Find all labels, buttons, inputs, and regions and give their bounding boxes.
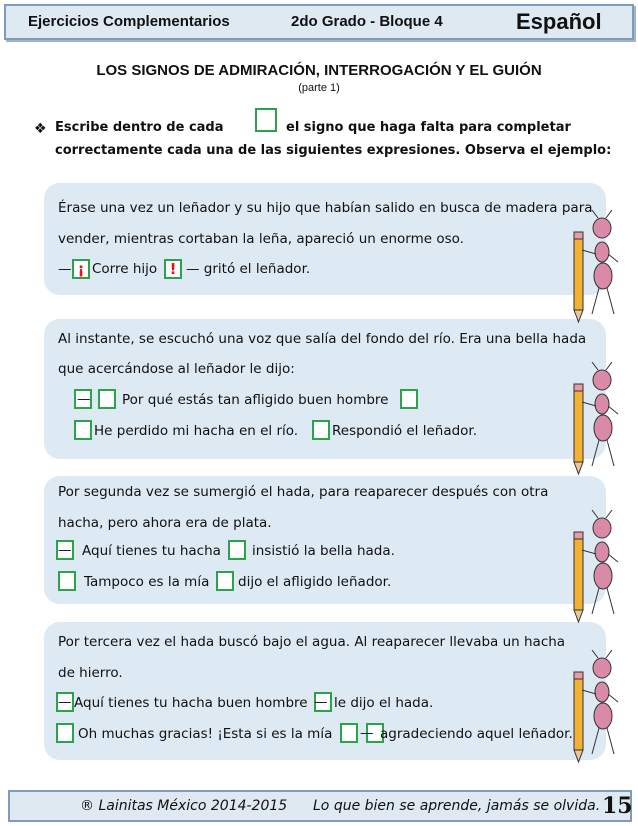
panel-1-dash: — <box>58 261 72 277</box>
exercise-panel-4 <box>44 622 606 760</box>
dash-glyph: — <box>360 725 374 741</box>
instruction-line-2: correctamente cada una de las siguientes expresiones. Observa el ejemplo: <box>55 143 612 158</box>
dash-glyph: — <box>314 694 328 710</box>
panel-2-row-2a: He perdido mi hacha en el río. <box>94 423 299 439</box>
exercise-panel-1 <box>44 183 606 295</box>
panel-3-row-1a: Aquí tienes tu hacha <box>82 543 221 559</box>
exercise-panel-2 <box>44 319 606 459</box>
ant-with-pencil-illustration <box>570 510 622 630</box>
panel-2-line-2: que acercándose al leñador le dijo: <box>58 361 295 377</box>
header-subject: Español <box>516 9 602 34</box>
answer-box[interactable] <box>400 389 418 409</box>
example-open-sign-box: ¡ <box>72 259 90 279</box>
answer-box[interactable] <box>98 389 116 409</box>
dash-glyph: — <box>77 391 91 407</box>
page-subtitle: (parte 1) <box>298 82 340 94</box>
footer-copyright: ® Lainitas México 2014-2015 <box>80 798 288 814</box>
dash-glyph: — <box>58 542 72 558</box>
panel-3-line-1: Por segunda vez se sumergió el hada, para reaparecer después con otra <box>58 484 549 500</box>
instruction-part-b: el signo que haga falta para completar <box>286 120 571 135</box>
exercise-panel-3 <box>44 476 606 604</box>
answer-box[interactable] <box>340 723 358 743</box>
answer-box[interactable] <box>312 420 330 440</box>
panel-3-row-2a: Tampoco es la mía <box>84 574 210 590</box>
answer-box[interactable] <box>56 723 74 743</box>
answer-box[interactable] <box>58 571 76 591</box>
panel-1-example-text-a: Corre hijo <box>92 261 158 277</box>
panel-4-row-1b: le dijo el hada. <box>334 695 434 711</box>
panel-3-row-1b: insistió la bella hada. <box>252 543 395 559</box>
example-answer-box <box>255 108 277 132</box>
answer-box[interactable] <box>74 420 92 440</box>
ant-with-pencil-illustration <box>570 650 622 770</box>
ant-with-pencil-illustration <box>570 362 622 482</box>
dash-glyph: — <box>58 694 72 710</box>
header-center: 2do Grado - Bloque 4 <box>291 13 443 30</box>
panel-3-row-2b: dijo el afligido leñador. <box>238 574 392 590</box>
panel-1-example-text-b: — gritó el leñador. <box>186 261 311 277</box>
panel-3-line-2: hacha, pero ahora era de plata. <box>58 515 272 531</box>
page-title: LOS SIGNOS DE ADMIRACIÓN, INTERROGACIÓN Y EL GUIÓN <box>96 62 542 79</box>
panel-4-row-2b: agradeciendo aquel leñador. <box>380 726 573 742</box>
panel-1-line-2: vender, mientras cortaban la leña, apareció un enorme oso. <box>58 231 464 247</box>
answer-box[interactable] <box>228 540 246 560</box>
example-close-sign-box: ! <box>164 259 182 279</box>
diamond-bullet-icon: ❖ <box>34 121 47 137</box>
header-left: Ejercicios Complementarios <box>28 13 230 30</box>
panel-4-row-1a: Aquí tienes tu hacha buen hombre <box>74 695 308 711</box>
answer-box[interactable] <box>216 571 234 591</box>
footer-bar <box>8 790 632 822</box>
panel-2-line-1: Al instante, se escuchó una voz que salía del fondo del río. Era una bella hada <box>58 331 587 347</box>
panel-4-line-2: de hierro. <box>58 665 123 681</box>
ant-with-pencil-illustration <box>570 210 622 330</box>
panel-1-line-1: Érase una vez un leñador y su hijo que habían salido en busca de madera para <box>58 200 593 216</box>
panel-2-row-1: Por qué estás tan afligido buen hombre <box>122 392 389 408</box>
footer-motto: Lo que bien se aprende, jamás se olvida. <box>313 798 601 814</box>
page-number: 15 <box>602 793 633 819</box>
instruction-part-a: Escribe dentro de cada <box>55 120 224 135</box>
panel-2-row-2b: Respondió el leñador. <box>332 423 478 439</box>
panel-4-row-2a: Oh muchas gracias! ¡Esta si es la mía <box>78 726 333 742</box>
header-bar <box>4 4 634 40</box>
panel-4-line-1: Por tercera vez el hada buscó bajo el agua. Al reaparecer llevaba un hacha <box>58 634 566 650</box>
